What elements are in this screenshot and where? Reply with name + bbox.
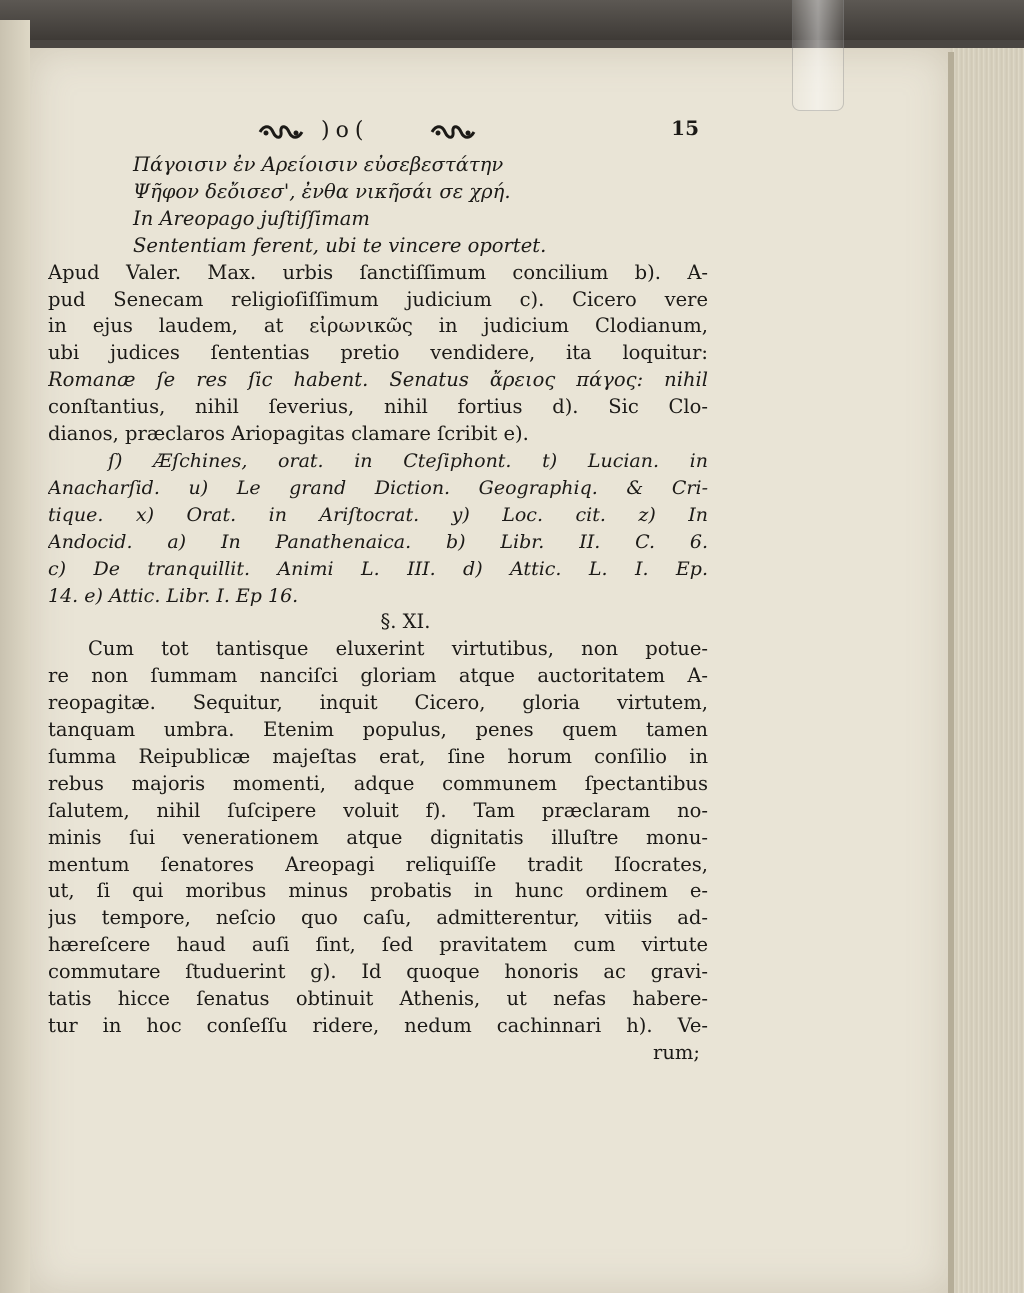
- text-line: jus tempore, neſcio quo caſu, admitterentur, vitiis ad-: [48, 906, 708, 930]
- left-ornament-icon: [258, 124, 304, 140]
- footnote-line: 14. e) Attic. Libr. I. Ep 16.: [48, 584, 299, 607]
- page-edge-shadow: [948, 52, 954, 1293]
- text-line: tur in hoc conſeſſu ridere, nedum cachinnari h). Ve-: [48, 1014, 708, 1037]
- footnote-line: ſ) Æſchines, orat. in Cteſiphont. t) Lucian. in: [108, 449, 708, 472]
- footnote-line: Andocid. a) In Panathenaica. b) Libr. II. C. 6.: [48, 530, 708, 553]
- text-line: pud Senecam religioſiſſimum judicium c). Cicero vere: [48, 287, 708, 311]
- text-line: minis ſui venerationem atque dignitatis illuſtre monu-: [48, 825, 708, 849]
- right-ornament-icon: [430, 124, 476, 140]
- footnote-line: tique. x) Orat. in Ariſtocrat. y) Loc. cit. z) In: [48, 503, 708, 526]
- verse-line: Ψῆφον δεὄισεσ', ἐνθα νικῆσάι σε χρή.: [133, 179, 511, 203]
- text-line: hæreſcere haud auſi ſint, ſed pravitatem cum virtute: [48, 933, 708, 957]
- verse-line: Sententiam ferent, ubi te vincere oportet.: [133, 233, 547, 257]
- section-heading: §. XI.: [380, 610, 431, 634]
- running-header: [258, 118, 703, 148]
- header-divider: )o(: [321, 118, 370, 143]
- footnote-line: Anacharſid. u) Le grand Diction. Geographiq. & Cri-: [48, 476, 708, 499]
- page-clip: [792, 0, 844, 111]
- text-line: re non ſummam nanciſci gloriam atque auctoritatem A-: [48, 664, 708, 688]
- text-line: Romanæ ſe res ſic habent. Senatus ἄρειος πάγος: nihil: [48, 368, 708, 392]
- text-line: mentum ſenatores Areopagi reliquiſſe tradit Iſocrates,: [48, 852, 708, 876]
- text-line: commutare ſtuduerint g). Id quoque honoris ac gravi-: [48, 960, 708, 984]
- text-line: in ejus laudem, at εἰρωνικῶς in judicium Clodianum,: [48, 314, 708, 338]
- book-cover-edge: [0, 0, 1024, 40]
- text-line: ubi judices ſententias pretio vendidere, ita loquitur:: [48, 341, 708, 365]
- text-line: reopagitæ. Sequitur, inquit Cicero, gloria virtutem,: [48, 691, 708, 715]
- page-text: [48, 152, 708, 1067]
- text-line: conſtantius, nihil ſeverius, nihil fortius d). Sic Clo-: [48, 395, 708, 419]
- text-line: tatis hicce ſenatus obtinuit Athenis, ut nefas habere-: [48, 987, 708, 1011]
- facing-page-edge: [0, 20, 30, 1293]
- text-line: ſalutem, nihil ſuſcipere voluit f). Tam præclaram no-: [48, 798, 708, 822]
- catchword: rum;: [653, 1040, 700, 1064]
- paragraph-1: [48, 260, 708, 448]
- footnotes: [48, 448, 708, 609]
- text-line: Cum tot tantisque eluxerint virtutibus, non potue-: [88, 637, 708, 661]
- greek-verse: [48, 152, 708, 260]
- text-line: rebus majoris momenti, adque communem ſpectantibus: [48, 771, 708, 795]
- paragraph-2: [48, 636, 708, 1040]
- footnote-line: c) De tranquillit. Animi L. III. d) Attic. L. I. Ep.: [48, 557, 708, 580]
- text-line: tanquam umbra. Etenim populus, penes quem tamen: [48, 718, 708, 742]
- verse-line: In Areopago juſtiſſimam: [133, 206, 370, 230]
- text-line: Apud Valer. Max. urbis ſanctiſſimum concilium b). A-: [48, 260, 708, 284]
- verse-line: Πάγοισιν ἐν Αρείοισιν εὐσεβεστάτην: [133, 153, 504, 176]
- text-line: ut, ſi qui moribus minus probatis in hunc ordinem e-: [48, 879, 708, 903]
- text-line: dianos, præclaros Ariopagitas clamare ſcribit e).: [48, 422, 529, 446]
- page-number: 15: [671, 116, 699, 140]
- text-line: ſumma Reipublicæ majeſtas erat, ſine horum conſilio in: [48, 744, 708, 768]
